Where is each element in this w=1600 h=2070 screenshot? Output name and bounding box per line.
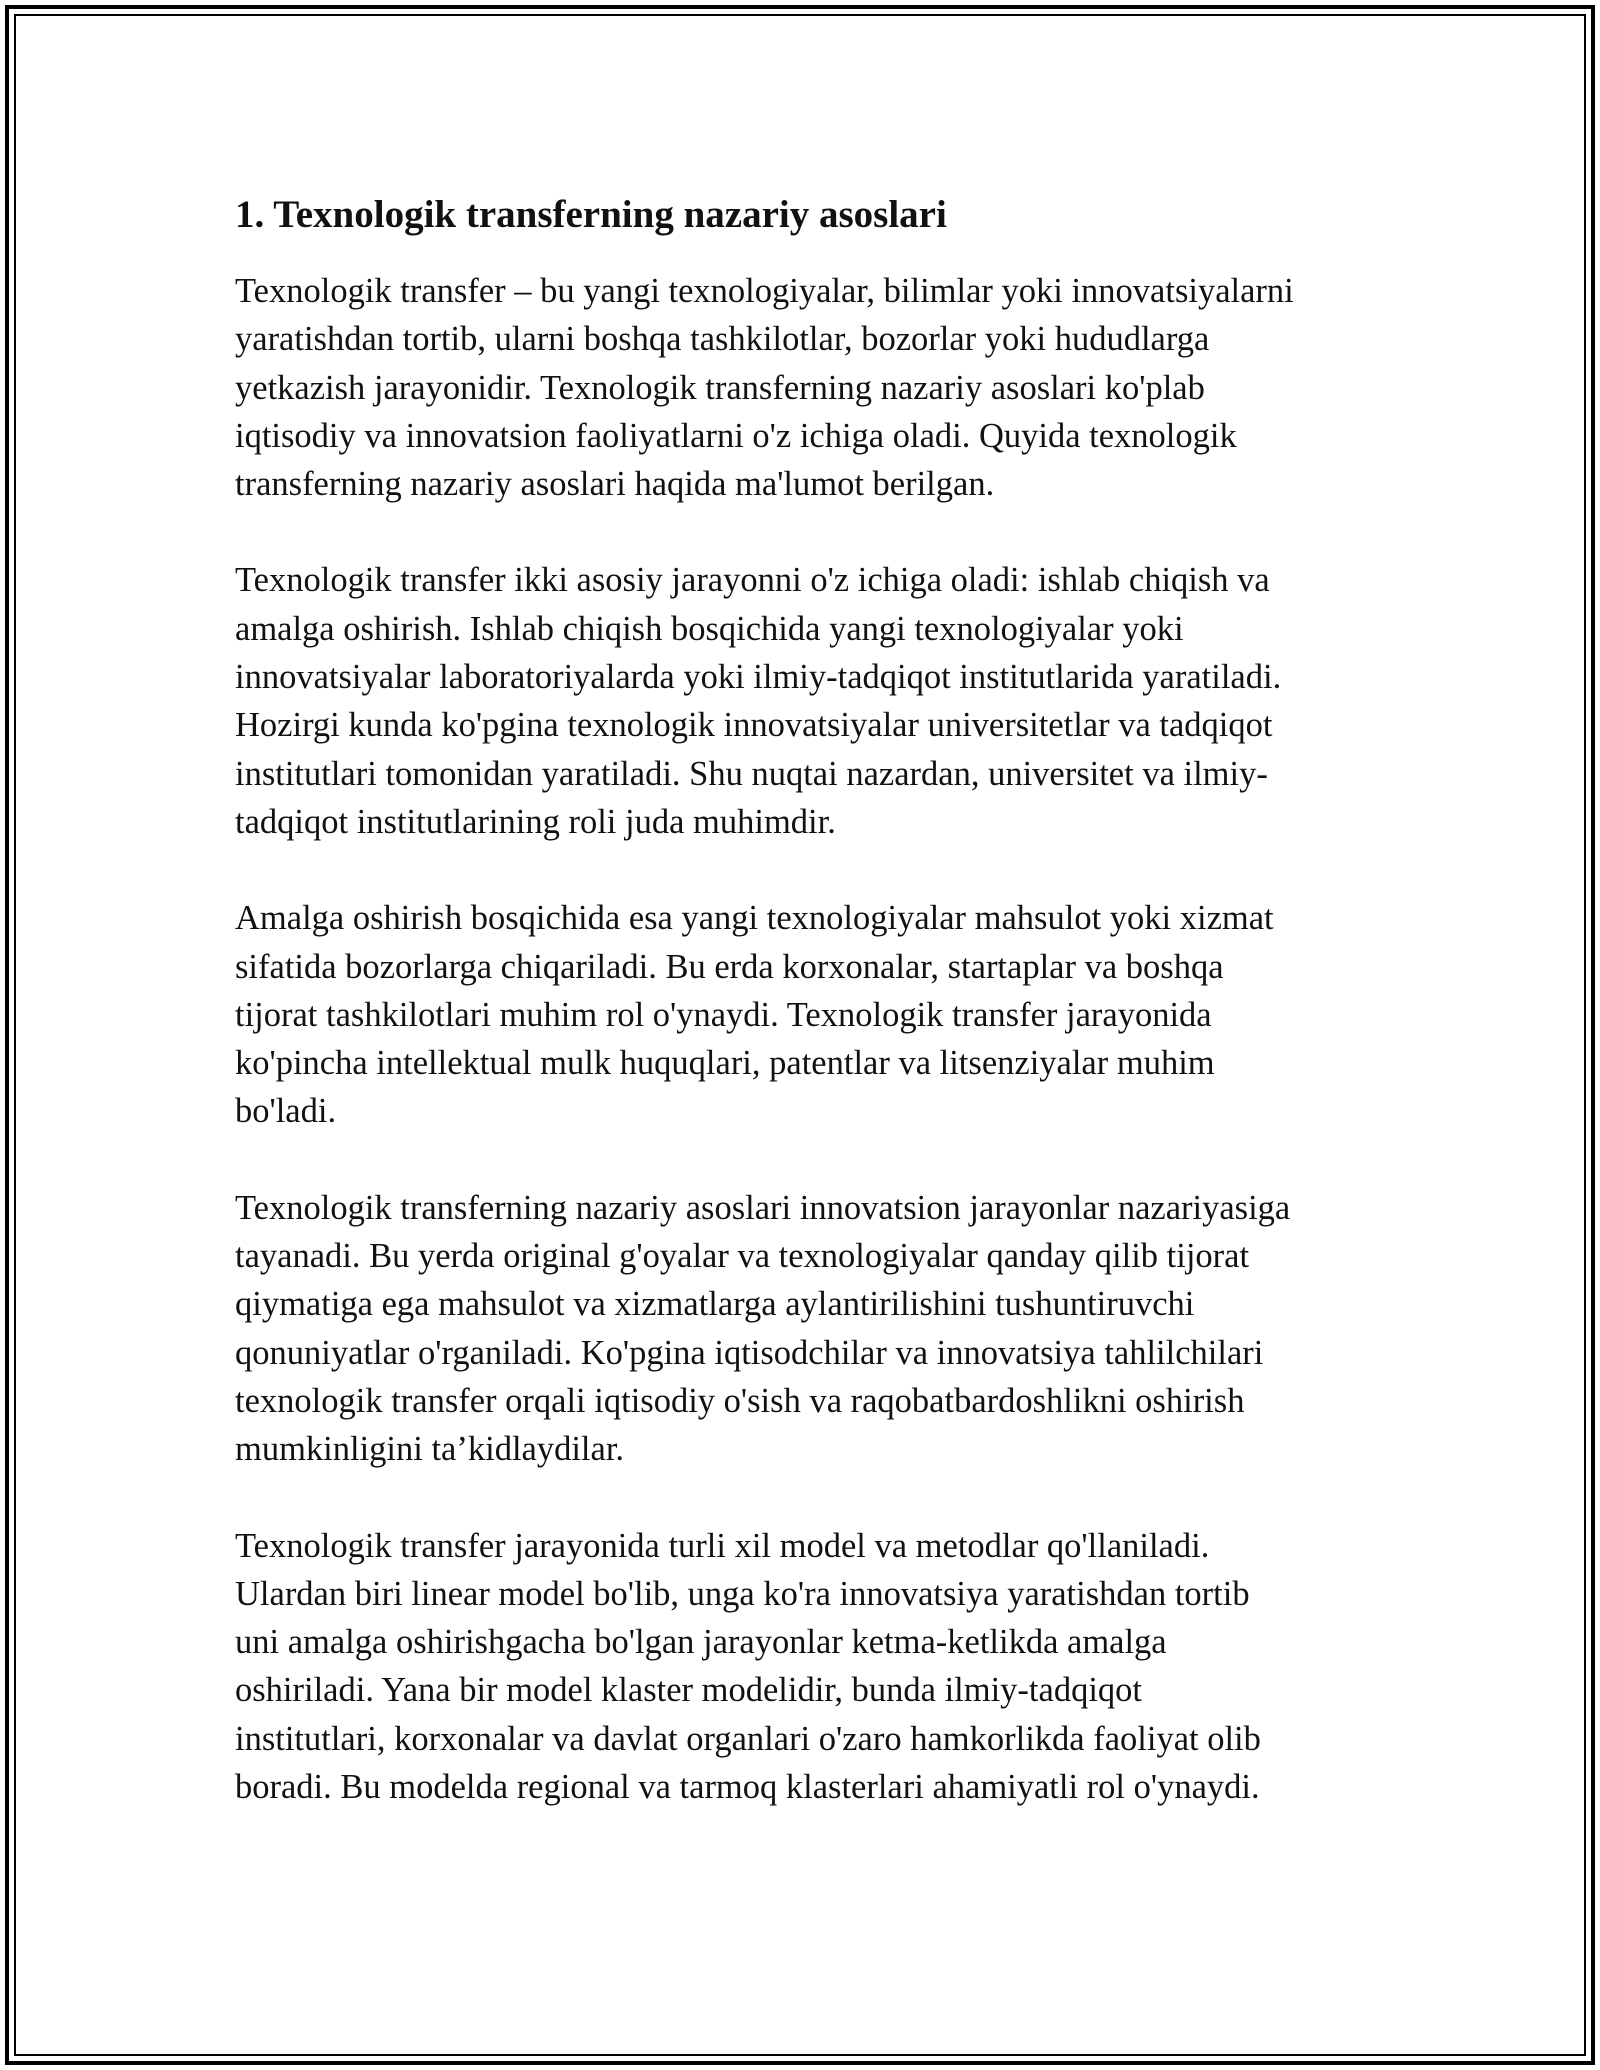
section-heading: 1. Texnologik transferning nazariy asoslari [235,193,947,236]
paragraph-5: Texnologik transfer jarayonida turli xil model va metodlar qo'llaniladi. Ulardan biri linear model bo'lib, unga ko'ra innovatsiya yaratishdan tortib uni amalga oshirishgacha bo'lgan jarayonlar ketma-ketlikda amalga oshiriladi. Yana bir model klaster modelidir, bunda ilmiy-tadqiqot institutlari, korxonalar va davlat organlari o'zaro hamkorlikda faoliyat olib boradi. Bu modelda regional va tarmoq klasterlari ahamiyatli rol o'ynaydi. [235,1526,1261,1807]
paragraph-4: Texnologik transferning nazariy asoslari innovatsion jarayonlar nazariyasiga tayanadi. Bu yerda original g'oyalar va texnologiyalar qanday qilib tijorat qiymatiga ega mahsulot va xizmatlarga aylantirilishini tushuntiruvchi qonuniyatlar o'rganiladi. Ko'pgina iqtisodchilar va innovatsiya tahlilchilari texnologik transfer orqali iqtisodiy o'sish va raqobatbardoshlikni oshirish mumkinligini ta’kidlaydilar. [235,1188,1291,1469]
document-body [235,187,1395,1859]
paragraph-1: Texnologik transfer – bu yangi texnologiyalar, bilimlar yoki innovatsiyalarni yaratishdan tortib, ularni boshqa tashkilotlar, bozorlar yoki hududlarga yetkazish jarayonidir. Texnologik transferning nazariy asoslari ko'plab iqtisodiy va innovatsion faoliyatlarni o'z ichiga oladi. Quyida texnologik transferning nazariy asoslari haqida ma'lumot berilgan. [235,272,1294,504]
paragraph-3: Amalga oshirish bosqichida esa yangi texnologiyalar mahsulot yoki xizmat sifatida bozorlarga chiqariladi. Bu erda korxonalar, startaplar va boshqa tijorat tashkilotlari muhim rol o'ynaydi. Texnologik transfer jarayonida ko'pincha intellektual mulk huquqlari, patentlar va litsenziyalar muhim bo'ladi. [235,899,1274,1131]
paragraph-2: Texnologik transfer ikki asosiy jarayonni o'z ichiga oladi: ishlab chiqish va amalga oshirish. Ishlab chiqish bosqichida yangi texnologiyalar yoki innovatsiyalar laboratoriyalarda yoki ilmiy-tadqiqot institutlarida yaratiladi. Hozirgi kunda ko'pgina texnologik innovatsiyalar universitetlar va tadqiqot institutlari tomonidan yaratiladi. Shu nuqtai nazardan, universitet va ilmiy- tadqiqot institutlarining roli juda muhimdir. [235,561,1282,841]
